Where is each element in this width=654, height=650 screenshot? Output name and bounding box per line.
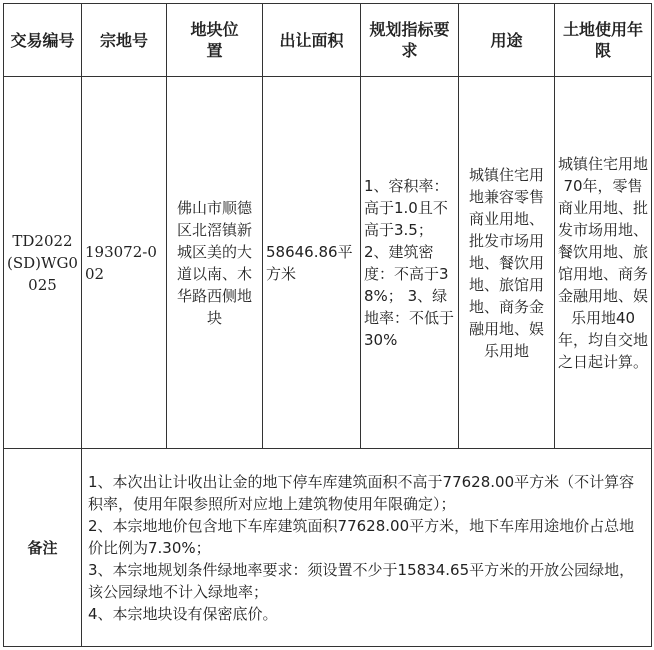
header-area: 出让面积 [263, 4, 361, 77]
header-planning: 规划指标要求 [361, 4, 459, 77]
cell-use: 城镇住宅用地兼容零售商业用地、批发市场用地、餐饮用地、旅馆用地、商务金融用地、娱乐用地 [459, 77, 555, 449]
header-lot-no: 宗地号 [82, 4, 167, 77]
note-item: 3、本宗地规划条件绿地率要求：须设置不少于15834.65平方米的开放公园绿地，该公园绿地不计入绿地率； [88, 560, 635, 601]
cell-planning: 1、容积率：高于1.0且不高于3.5； 2、建筑密度：不高于38%； 3、绿地率：不低于30% [361, 77, 459, 449]
cell-term: 城镇住宅用地70年，零售商业用地、批发市场用地、餐饮用地、旅馆用地、商务金融用地、娱乐用地40年，均自交地之日起计算。 [555, 77, 652, 449]
header-row [4, 4, 652, 77]
notes-content [82, 449, 652, 647]
header-term: 土地使用年限 [555, 4, 652, 77]
data-row [4, 77, 652, 449]
cell-lot-no: 193072-002 [82, 77, 167, 449]
note-item: 2、本宗地地价包含地下车库建筑面积77628.00平方米，地下车库用途地价占总地价比例为7.30%； [88, 516, 635, 557]
note-item: 1、本次出让计收出让金的地下停车库建筑面积不高于77628.00平方米（不计算容积率，使用年限参照所对应地上建筑物使用年限确定）； [88, 472, 635, 513]
header-location: 地块位置 [167, 4, 263, 77]
header-transaction-no: 交易编号 [4, 4, 82, 77]
cell-location: 佛山市顺德区北滘镇新城区美的大道以南、木华路西侧地块 [167, 77, 263, 449]
notes-label: 备注 [4, 449, 82, 647]
notes-row [4, 449, 652, 647]
header-use: 用途 [459, 4, 555, 77]
land-transaction-table [3, 3, 652, 647]
cell-transaction-no: TD2022(SD)WG0025 [4, 77, 82, 449]
cell-area: 58646.86平方米 [263, 77, 361, 449]
note-item: 4、本宗地块设有保密底价。 [88, 604, 278, 623]
